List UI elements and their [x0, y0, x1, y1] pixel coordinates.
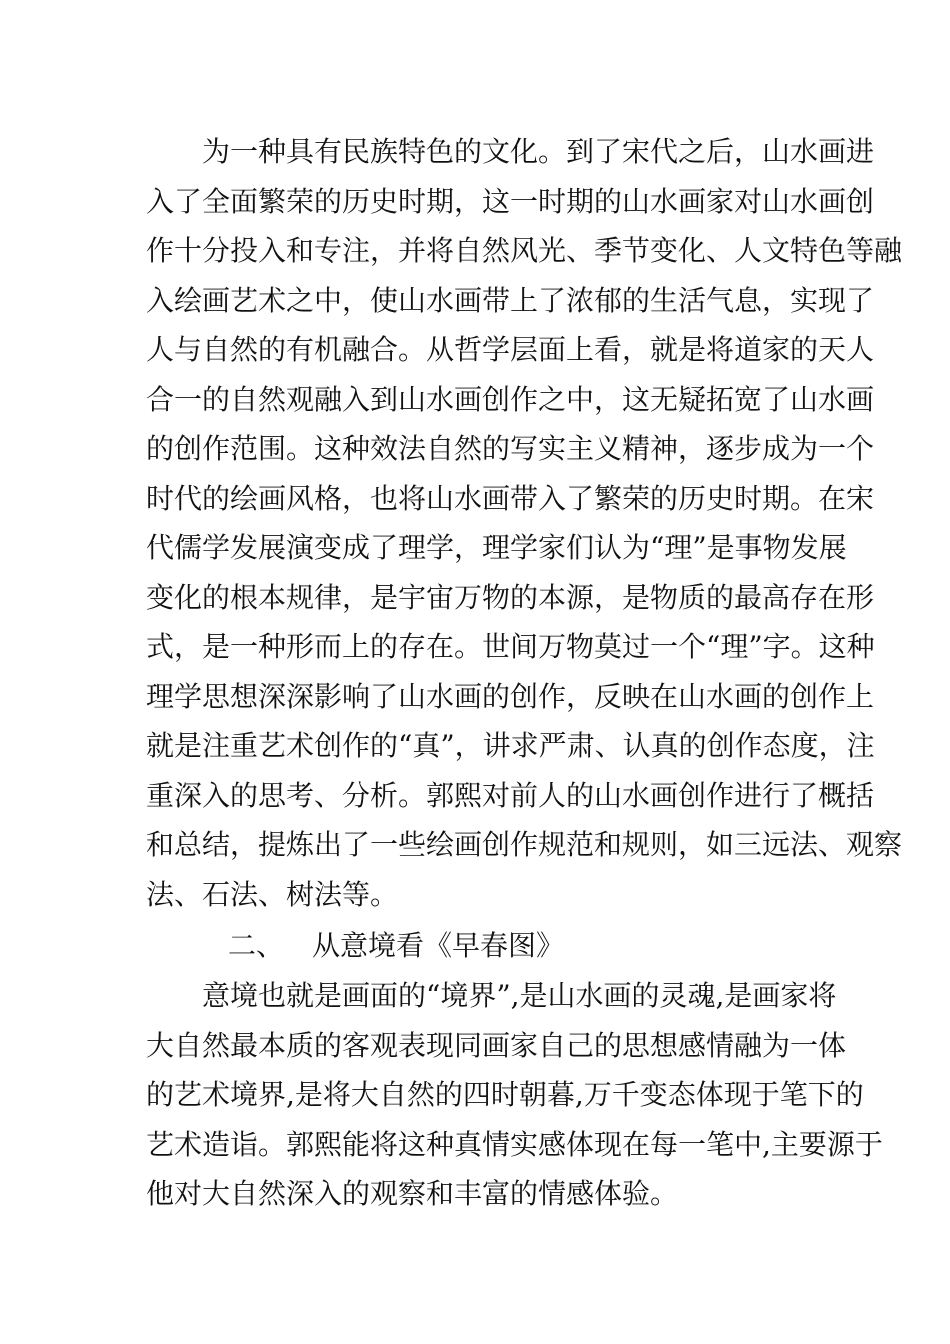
paragraph-line: 法、石法、树法等。 [146, 877, 399, 911]
paragraph-line: 作十分投入和专注，并将自然风光、季节变化、人文特色等融 [146, 234, 903, 267]
paragraph-line: 时代的绘画风格，也将山水画带入了繁荣的历史时期。在宋 [146, 481, 875, 515]
paragraph-line: 理学思想深深影响了山水画的创作，反映在山水画的创作上 [146, 679, 875, 713]
paragraph-line: 为一种具有民族特色的文化。到了宋代之后，山水画进 [202, 135, 875, 168]
paragraph-line: 意境也就是画面的“境界”,是山水画的灵魂,是画家将 [202, 979, 837, 1012]
paragraph-line: 就是注重艺术创作的“真”，讲求严肃、认真的创作态度，注 [146, 729, 875, 762]
paragraph-line: 大自然最本质的客观表现同画家自己的思想感情融为一体 [146, 1028, 847, 1062]
paragraph-line: 入了全面繁荣的历史时期，这一时期的山水画家对山水画创 [146, 184, 875, 218]
paragraph-line: 合一的自然观融入到山水画创作之中，这无疑拓宽了山水画 [146, 382, 875, 416]
paragraph-line: 式，是一种形而上的存在。世间万物莫过一个“理”字。这种 [146, 630, 875, 663]
paragraph-line: 人与自然的有机融合。从哲学层面上看，就是将道家的天人 [146, 333, 875, 366]
paragraph-line: 和总结，提炼出了一些绘画创作规范和规则，如三远法、观察 [146, 828, 903, 861]
paragraph-line: 重深入的思考、分析。郭熙对前人的山水画创作进行了概括 [146, 778, 875, 812]
paragraph-line: 代儒学发展演变成了理学，理学家们认为“理”是事物发展 [146, 531, 847, 564]
paragraph-line: 变化的根本规律，是宇宙万物的本源，是物质的最高存在形 [146, 580, 875, 614]
paragraph-1 [146, 127, 903, 919]
paragraph-line: 艺术造诣。郭熙能将这种真情实感体现在每一笔中,主要源于 [146, 1127, 883, 1161]
section-heading [228, 921, 564, 971]
paragraph-line: 入绘画艺术之中，使山水画带上了浓郁的生活气息，实现了 [146, 283, 875, 317]
paragraph-line: 的艺术境界,是将大自然的四时朝暮,万千变态体现于笔下的 [146, 1078, 864, 1111]
paragraph-line: 他对大自然深入的观察和丰富的情感体验。 [146, 1177, 679, 1210]
paragraph-2 [146, 971, 883, 1219]
paragraph-line: 的创作范围。这种效法自然的写实主义精神，逐步成为一个 [146, 432, 875, 465]
section-title: 从意境看《早春图》 [312, 929, 565, 962]
section-number: 二、 [228, 929, 285, 962]
